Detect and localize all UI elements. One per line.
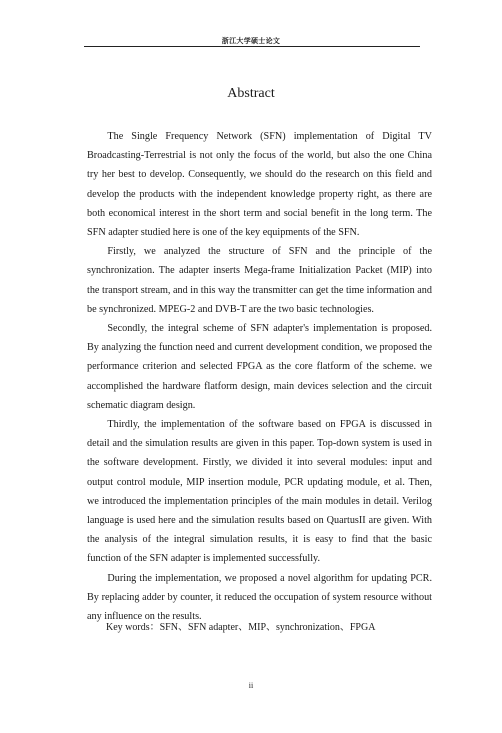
paragraph: The Single Frequency Network (SFN) implementation of Digital TV Broadcasting-Terrestrial is not only the focus of the world, but also the one China try her best to develop. Consequently, we should do the research on this field and develop the products with the independent knowledge property right, as there are both economical interest in the short term and social benefit in the long term. The SFN adapter studied here is one of the key equipments of the SFN. [87, 131, 432, 239]
paragraph: During the implementation, we proposed a novel algorithm for updating PCR. By replacing adder by counter, it reduced the occupation of system resource without any influence on the results. [87, 572, 432, 623]
page-number: ii [248, 681, 254, 690]
paragraph: Firstly, we analyzed the structure of SFN and the principle of the synchronization. The adapter inserts Mega-frame Initialization Packet (MIP) into the transport stream, and in this way the transmitter can get the time information and be synchronized. MPEG-2 and DVB-T are the two basic technologies. [87, 246, 432, 315]
running-header: 浙江大学硕士论文 [221, 37, 281, 45]
keywords-line: Key words：SFN、SFN adapter、MIP、synchronization、FPGA [106, 622, 376, 633]
abstract-heading: Abstract [227, 86, 275, 101]
header-rule [84, 46, 420, 47]
paragraph: Thirdly, the implementation of the software based on FPGA is discussed in detail and the simulation results are given in this paper. Top-down system is used in the software development. Firstly, we divided it into several modules: input and output control module, MIP insertion module, PCR updating module, et al. Then, we introduced the implementation principles of the main modules in detail. Verilog language is used here and the simulation results based on QuartusII are given. With the analysis of the integral simulation results, it is easy to find that the basic function of the SFN adapter is implemented successfully. [87, 419, 432, 565]
paragraph: Secondly, the integral scheme of SFN adapter's implementation is proposed. By analyzing the function need and current development condition, we proposed the performance criterion and selected FPGA as the core flatform of the scheme. we accomplished the hardware flatform design, main devices selection and the circuit schematic diagram design. [87, 323, 432, 411]
abstract-body [87, 127, 432, 626]
